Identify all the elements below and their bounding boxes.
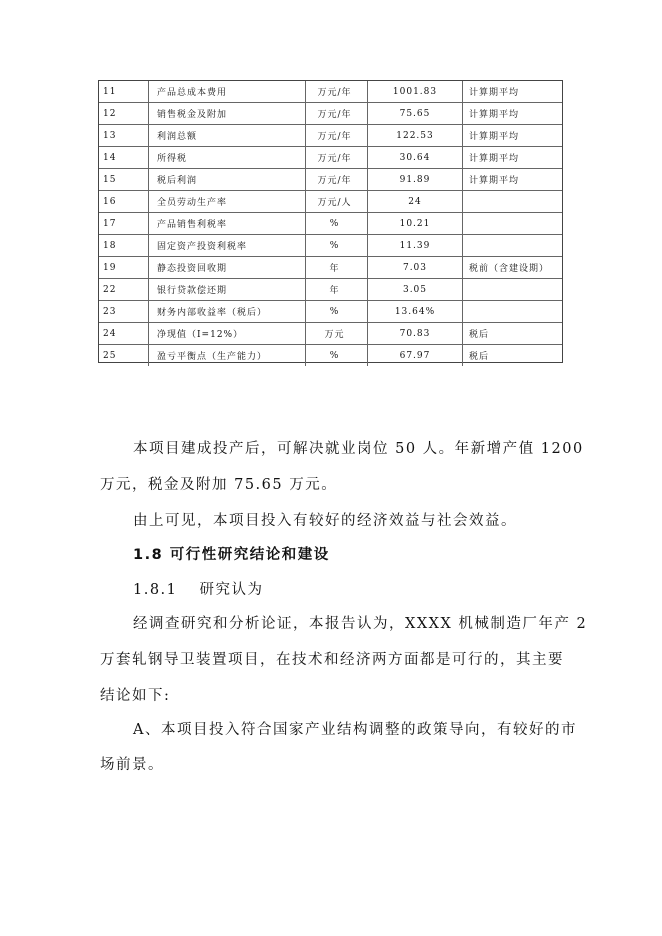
indicator-note [463, 213, 563, 235]
indicator-value: 3.05 [368, 279, 463, 301]
indicator-value: 67.97 [368, 345, 463, 367]
indicator-unit: % [306, 213, 368, 235]
indicator-value: 10.21 [368, 213, 463, 235]
indicator-note: 计算期平均 [463, 103, 563, 125]
indicator-unit: 万元/年 [306, 147, 368, 169]
row-number: 19 [99, 257, 149, 279]
row-number: 13 [99, 125, 149, 147]
row-number: 24 [99, 323, 149, 345]
row-number: 18 [99, 235, 149, 257]
indicator-value: 122.53 [368, 125, 463, 147]
row-number: 17 [99, 213, 149, 235]
table-row [99, 279, 562, 301]
indicator-name: 全员劳动生产率 [149, 191, 306, 213]
indicator-note: 计算期平均 [463, 147, 563, 169]
indicator-unit: 年 [306, 257, 368, 279]
indicator-value: 91.89 [368, 169, 463, 191]
indicator-value: 24 [368, 191, 463, 213]
indicator-name: 利润总额 [149, 125, 306, 147]
table-row [99, 235, 562, 257]
indicator-unit: 万元/年 [306, 103, 368, 125]
section-heading: 1.8 可行性研究结论和建设 [133, 547, 330, 563]
indicator-name: 静态投资回收期 [149, 257, 306, 279]
indicator-table [98, 80, 563, 363]
table-row [99, 147, 562, 169]
indicator-unit: % [306, 345, 368, 367]
row-number: 23 [99, 301, 149, 323]
paragraph-benefits: 由上可见，本项目投入有较好的经济效益与社会效益。 [133, 513, 517, 529]
indicator-value: 70.83 [368, 323, 463, 345]
indicator-unit: % [306, 235, 368, 257]
table-row [99, 191, 562, 213]
row-number: 12 [99, 103, 149, 125]
indicator-name: 销售税金及附加 [149, 103, 306, 125]
indicator-unit: 万元 [306, 323, 368, 345]
indicator-note: 税后 [463, 345, 563, 367]
indicator-value: 7.03 [368, 257, 463, 279]
indicator-unit: 万元/年 [306, 81, 368, 103]
indicator-name: 财务内部收益率（税后） [149, 301, 306, 323]
indicator-name: 净现值（I=12%） [149, 323, 306, 345]
indicator-note: 计算期平均 [463, 169, 563, 191]
paragraph-conclusion-line2: 万套轧钢导卫装置项目，在技术和经济两方面都是可行的，其主要 [100, 652, 564, 668]
indicator-name: 税后利润 [149, 169, 306, 191]
subsection-heading: 1.8.1 研究认为 [133, 582, 264, 598]
row-number: 25 [99, 345, 149, 367]
row-number: 22 [99, 279, 149, 301]
row-number: 15 [99, 169, 149, 191]
indicator-note: 税后 [463, 323, 563, 345]
indicator-value: 1001.83 [368, 81, 463, 103]
row-number: 11 [99, 81, 149, 103]
indicator-note: 计算期平均 [463, 125, 563, 147]
indicator-note [463, 191, 563, 213]
indicator-note [463, 235, 563, 257]
indicator-table-grid [99, 81, 562, 366]
indicator-value: 30.64 [368, 147, 463, 169]
table-row [99, 323, 562, 345]
indicator-name: 银行贷款偿还期 [149, 279, 306, 301]
indicator-value: 75.65 [368, 103, 463, 125]
paragraph-conclusion-line1: 经调查研究和分析论证，本报告认为，XXXX 机械制造厂年产 2 [133, 616, 588, 632]
table-row [99, 257, 562, 279]
table-row [99, 81, 562, 103]
indicator-name: 所得税 [149, 147, 306, 169]
indicator-unit: 万元/年 [306, 169, 368, 191]
paragraph-point-a-line2: 场前景。 [100, 757, 164, 773]
table-row [99, 301, 562, 323]
indicator-name: 盈亏平衡点（生产能力） [149, 345, 306, 367]
indicator-name: 固定资产投资利税率 [149, 235, 306, 257]
table-row [99, 213, 562, 235]
table-row [99, 345, 562, 367]
indicator-name: 产品销售利税率 [149, 213, 306, 235]
table-row [99, 169, 562, 191]
indicator-note: 税前（含建设期） [463, 257, 563, 279]
indicator-note [463, 301, 563, 323]
indicator-note: 计算期平均 [463, 81, 563, 103]
indicator-unit: 万元/年 [306, 125, 368, 147]
indicator-unit: 万元/人 [306, 191, 368, 213]
indicator-value: 13.64% [368, 301, 463, 323]
paragraph-employment-line1: 本项目建成投产后，可解决就业岗位 50 人。年新增产值 1200 [133, 441, 584, 457]
row-number: 16 [99, 191, 149, 213]
indicator-note [463, 279, 563, 301]
indicator-unit: 年 [306, 279, 368, 301]
indicator-unit: % [306, 301, 368, 323]
paragraph-employment-line2: 万元，税金及附加 75.65 万元。 [100, 477, 338, 493]
row-number: 14 [99, 147, 149, 169]
indicator-value: 11.39 [368, 235, 463, 257]
table-row [99, 125, 562, 147]
table-row [99, 103, 562, 125]
paragraph-point-a-line1: A、本项目投入符合国家产业结构调整的政策导向，有较好的市 [133, 722, 577, 738]
paragraph-conclusion-line3: 结论如下: [100, 688, 171, 704]
indicator-name: 产品总成本费用 [149, 81, 306, 103]
